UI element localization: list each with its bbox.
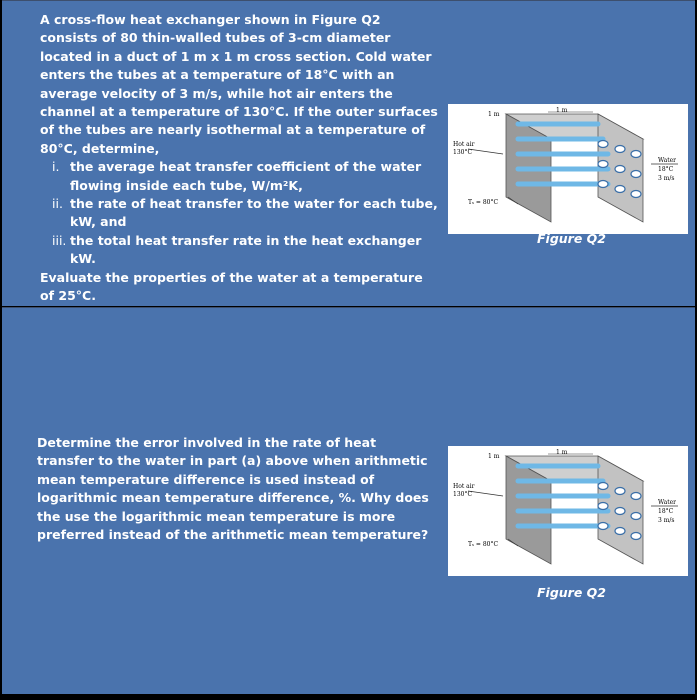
water-temp: 18°C <box>658 508 674 515</box>
water-label: Water <box>658 157 677 164</box>
water-velocity: 3 m/s <box>658 175 675 182</box>
figure-caption: Figure Q2 <box>537 585 606 600</box>
list-item-text: the average heat transfer coefficient of the water flowing inside each tube, W/m²K, <box>70 159 422 193</box>
surface-temp-label: Tₛ = 80°C <box>468 541 499 548</box>
list-item <box>40 158 440 195</box>
water-temp: 18°C <box>658 166 674 173</box>
list-item <box>40 195 440 232</box>
heat-exchanger-figure <box>448 446 688 576</box>
heat-exchanger-figure <box>448 104 688 234</box>
question-1-paragraph: A cross-flow heat exchanger shown in Figure Q2 consists of 80 thin-walled tubes of 3-cm diameter located in a duct of 1 m x 1 m cross section. Cold water enters the tubes at a temperature of 18°C with an average velocity of 3 m/s, while hot air enters the channel at a temperature of 130°C. If the outer surfaces of the tubes are nearly isothermal at a temperature of 80°C, determine, <box>40 12 438 156</box>
hot-air-temp: 130°C <box>453 491 473 498</box>
list-item-text: the total heat transfer rate in the heat exchanger kW. <box>70 232 422 267</box>
dim-side-label: 1 m <box>556 449 568 456</box>
question-2-paragraph: Determine the error involved in the rate of heat transfer to the water in part (a) above when arithmetic mean temperature difference is used instead of logarithmic mean temperature difference, %. Why does the use the logarithmic mean temperature is more preferred instead of the arithmetic mean temperature? <box>37 435 429 543</box>
list-item-number: iii. <box>52 232 67 248</box>
question-panel-2 <box>2 307 695 694</box>
question-1-list <box>40 158 440 268</box>
question-2-text <box>37 434 437 544</box>
hot-air-label: Hot air <box>453 141 475 148</box>
list-item-number: ii. <box>52 196 63 212</box>
water-label: Water <box>658 499 677 506</box>
question-panel-1 <box>2 0 695 306</box>
list-item-text: the rate of heat transfer to the water for each tube, kW, and <box>70 196 438 230</box>
dim-top-label: 1 m <box>488 111 500 118</box>
list-item <box>40 232 440 269</box>
question-1-text <box>40 11 440 306</box>
hot-air-temp: 130°C <box>453 149 473 156</box>
list-item-number: i. <box>52 159 60 175</box>
heat-exchanger-diagram <box>448 104 688 234</box>
surface-temp-label: Tₛ = 80°C <box>468 199 499 206</box>
question-1-closing: Evaluate the properties of the water at a temperature of 25°C. <box>40 269 423 304</box>
dim-side-label: 1 m <box>556 107 568 114</box>
dim-top-label: 1 m <box>488 453 500 460</box>
figure-caption: Figure Q2 <box>537 231 606 246</box>
heat-exchanger-diagram <box>448 446 688 576</box>
hot-air-label: Hot air <box>453 483 475 490</box>
water-velocity: 3 m/s <box>658 517 675 524</box>
